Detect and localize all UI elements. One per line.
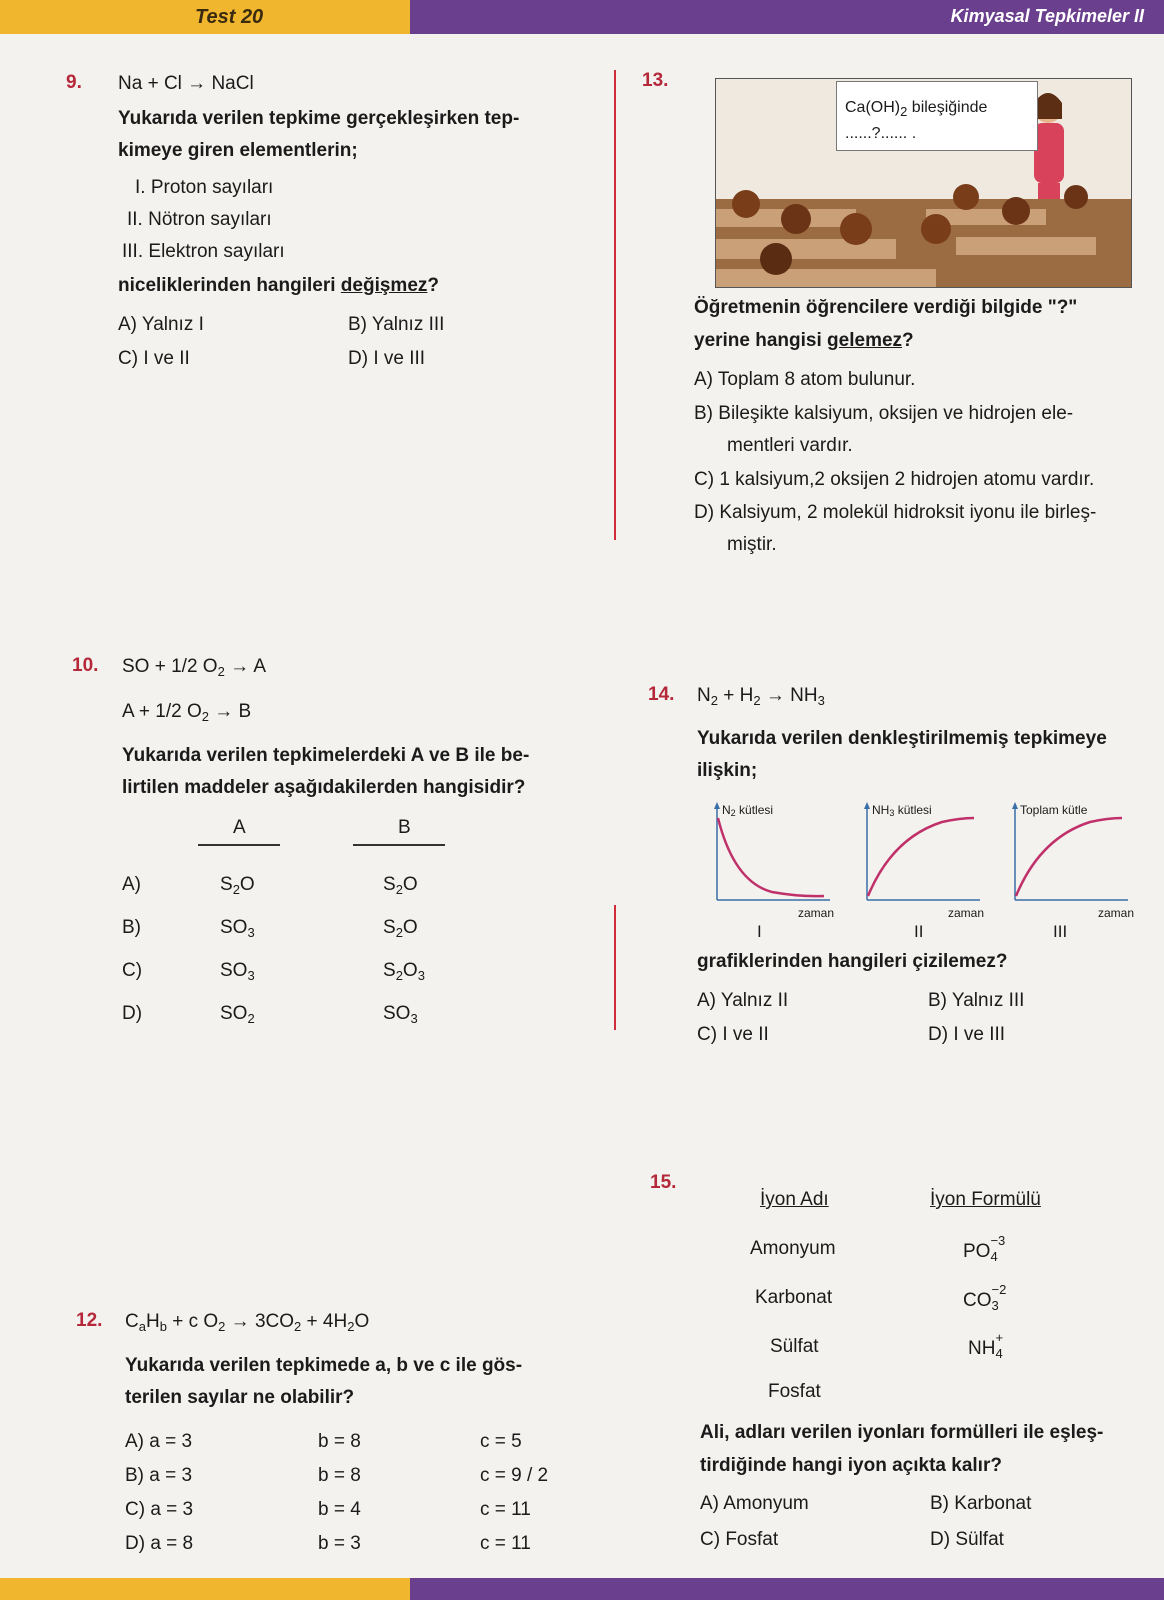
question-12-option-a-b: b = 8 <box>318 1431 361 1452</box>
question-9-item-3: III. Elektron sayıları <box>122 241 285 262</box>
question-9-option-c[interactable]: C) I ve II <box>118 348 190 369</box>
question-9-equation: Na + Cl → NaCl <box>118 73 254 94</box>
question-14-ask: grafiklerinden hangileri çizilemez? <box>697 951 1008 972</box>
question-12-option-d-c: c = 11 <box>480 1533 531 1554</box>
question-10-option-b-value-a: $SO_3$ <box>220 917 255 940</box>
question-9-stem-line1: Yukarıda verilen tepkime gerçekleşirken tep- <box>118 108 520 129</box>
question-10-column-b-rule <box>353 844 445 846</box>
question-13-option-d-cont: miştir. <box>727 534 777 555</box>
ion-formula-3: $NH_4$ + <box>968 1330 1004 1361</box>
graph-2-y-arrow <box>864 802 870 809</box>
question-10-column-b: B <box>398 817 411 838</box>
graph-2-xlabel: zaman <box>948 906 985 920</box>
question-10-option-c[interactable]: C) <box>122 960 143 981</box>
ion-formula-1: $PO_4$ −3 <box>963 1233 1006 1264</box>
question-12-option-b-c: c = 9 / 2 <box>480 1465 549 1486</box>
graph-1-curve <box>718 818 824 896</box>
question-15-option-c[interactable]: C) Fosfat <box>700 1529 779 1550</box>
board-text-line1: $Ca(OH)_2$ bileşiğinde <box>845 99 988 119</box>
graph-2-curve <box>868 818 974 896</box>
question-15-stem-line1: Ali, adları verilen iyonları formülleri ile eşleş- <box>700 1422 1104 1443</box>
question-10-equation-1: SO + 1/2 $O_2 \to A$ <box>122 656 266 679</box>
blackboard <box>836 81 1038 151</box>
column-divider-bottom <box>614 905 616 1030</box>
graph-1-xlabel: zaman <box>798 906 835 920</box>
question-14-stem-line2: ilişkin; <box>697 760 758 781</box>
graph-3-curve <box>1016 818 1122 896</box>
question-13-option-c[interactable]: C) 1 kalsiyum,2 oksijen 2 hidrojen atomu vardır. <box>694 469 1095 490</box>
graph-3-roman: III <box>1053 922 1068 941</box>
question-10-equation-2: A + 1/2 $O_2 \to B$ <box>122 701 252 724</box>
question-14-number: 14. <box>648 684 675 705</box>
ion-formula-2: $CO_3$ −2 <box>963 1282 1007 1313</box>
question-10-stem-line1: Yukarıda verilen tepkimelerdeki A ve B ile be- <box>122 745 530 766</box>
ion-table-header-formula: İyon Formülü <box>930 1189 1041 1210</box>
question-14-stem-line1: Yukarıda verilen denkleştirilmemiş tepkimeye <box>697 728 1107 749</box>
question-9-option-b[interactable]: B) Yalnız III <box>348 314 445 335</box>
question-14-option-d[interactable]: D) I ve III <box>928 1024 1006 1045</box>
question-12-option-d[interactable]: D) a = 8 <box>125 1533 194 1554</box>
footer-bar-accent <box>410 1578 1164 1600</box>
question-15-option-b[interactable]: B) Karbonat <box>930 1493 1032 1514</box>
question-10-option-d-value-b: $SO_3$ <box>383 1003 418 1026</box>
question-15-number: 15. <box>650 1172 677 1193</box>
question-13-stem-line2: yerine hangisi gelemez? <box>694 330 914 351</box>
question-12-option-c-b: b = 4 <box>318 1499 361 1520</box>
board-text-line2: ......?...... . <box>845 125 917 142</box>
question-12-option-b[interactable]: B) a = 3 <box>125 1465 193 1486</box>
graph-3-y-arrow <box>1012 802 1018 809</box>
question-9-option-d[interactable]: D) I ve III <box>348 348 426 369</box>
question-10-option-c-value-a: $SO_3$ <box>220 960 255 983</box>
question-9-number: 9. <box>66 72 82 93</box>
question-12-equation: $C_aH_b + c$ $O_2 \to 3CO_2 + 4H_2O$ <box>125 1311 370 1334</box>
question-10-option-a-value-b: $S_2O$ <box>383 874 418 897</box>
ion-name-3: Sülfat <box>770 1336 819 1357</box>
test-label: Test 20 <box>195 6 264 28</box>
question-13-option-b[interactable]: B) Bileşikte kalsiyum, oksijen ve hidrojen ele- <box>694 403 1074 424</box>
question-12-option-a-c: c = 5 <box>480 1431 522 1452</box>
question-9-item-1: I. Proton sayıları <box>135 177 274 198</box>
question-10-option-c-value-b: $S_2O_3$ <box>383 960 425 983</box>
question-12-option-c[interactable]: C) a = 3 <box>125 1499 194 1520</box>
question-10-option-a-value-a: $S_2O$ <box>220 874 255 897</box>
graph-1-y-arrow <box>714 802 720 809</box>
graph-3-ylabel: Toplam kütle <box>1020 803 1088 817</box>
question-14-option-a[interactable]: A) Yalnız II <box>697 990 789 1011</box>
question-15-option-a[interactable]: A) Amonyum <box>700 1493 809 1514</box>
graph-3-xlabel: zaman <box>1098 906 1135 920</box>
question-12-option-c-c: c = 11 <box>480 1499 531 1520</box>
ion-name-4: Fosfat <box>768 1381 821 1402</box>
question-15-option-d[interactable]: D) Sülfat <box>930 1529 1004 1550</box>
question-12-option-d-b: b = 3 <box>318 1533 361 1554</box>
question-10-option-b[interactable]: B) <box>122 917 141 938</box>
ion-table-header-name: İyon Adı <box>760 1189 829 1210</box>
ion-name-2: Karbonat <box>755 1287 833 1308</box>
graph-2-ylabel: $NH_3$ kütlesi <box>872 803 932 818</box>
question-14-option-c[interactable]: C) I ve II <box>697 1024 769 1045</box>
question-9-stem-line2: kimeye giren elementlerin; <box>118 140 358 161</box>
column-divider-top <box>614 70 616 540</box>
graph-1-ylabel: $N_2$ kütlesi <box>722 803 774 818</box>
question-10-option-d[interactable]: D) <box>122 1003 143 1024</box>
question-9-option-a[interactable]: A) Yalnız I <box>118 314 204 335</box>
graph-1-roman: I <box>757 922 762 941</box>
question-13-number: 13. <box>642 70 669 91</box>
question-12-stem-line1: Yukarıda verilen tepkimede a, b ve c ile gös- <box>125 1355 523 1376</box>
question-10-column-a-rule <box>198 844 280 846</box>
ion-name-1: Amonyum <box>750 1238 836 1259</box>
question-10-option-d-value-a: $SO_2$ <box>220 1003 255 1026</box>
question-12-option-b-b: b = 8 <box>318 1465 361 1486</box>
chapter-label: Kimyasal Tepkimeler II <box>950 6 1144 26</box>
question-12-option-a[interactable]: A) a = 3 <box>125 1431 193 1452</box>
question-14-option-b[interactable]: B) Yalnız III <box>928 990 1025 1011</box>
question-14-equation: $N_2 + H_2 \to NH_3$ <box>697 685 825 708</box>
question-13-stem-line1: Öğretmenin öğrencilere verdiği bilgide "?" <box>694 297 1078 318</box>
question-9-ask: niceliklerinden hangileri değişmez? <box>118 275 439 296</box>
question-10-option-a[interactable]: A) <box>122 874 141 895</box>
question-13-option-d[interactable]: D) Kalsiyum, 2 molekül hidroksit iyonu ile birleş- <box>694 502 1097 523</box>
question-15-stem-line2: tirdiğinde hangi iyon açıkta kalır? <box>700 1455 1002 1476</box>
question-13-option-a[interactable]: A) Toplam 8 atom bulunur. <box>694 369 916 390</box>
question-10-stem-line2: lirtilen maddeler aşağıdakilerden hangisidir? <box>122 777 526 798</box>
question-10-column-a: A <box>233 817 246 838</box>
question-10-option-b-value-b: $S_2O$ <box>383 917 418 940</box>
question-10-number: 10. <box>72 655 99 676</box>
graph-2-roman: II <box>914 922 924 941</box>
question-13-option-b-cont: mentleri vardır. <box>727 435 853 456</box>
question-9-item-2: II. Nötron sayıları <box>127 209 272 230</box>
question-12-stem-line2: terilen sayılar ne olabilir? <box>125 1387 355 1408</box>
question-12-number: 12. <box>76 1310 103 1331</box>
classroom-illustration <box>715 78 1132 288</box>
